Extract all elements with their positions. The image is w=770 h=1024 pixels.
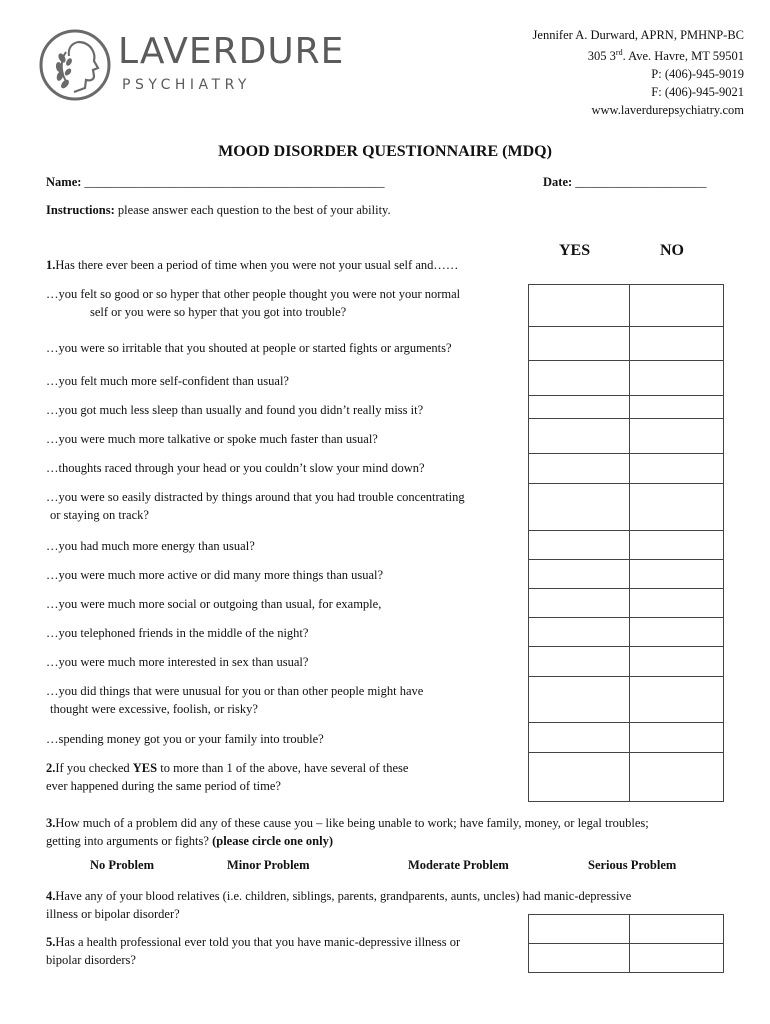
answer-row (528, 722, 724, 753)
answer-row (528, 453, 724, 484)
no-checkbox[interactable] (629, 560, 725, 588)
question-4-text: Have any of your blood relatives (i.e. children, siblings, parents, grandparents, aunts, uncles) had manic-depressive (55, 889, 632, 903)
form-title: MOOD DISORDER QUESTIONNAIRE (MDQ) (218, 143, 552, 160)
answer-row (528, 530, 724, 560)
q1-item (46, 339, 452, 357)
date-blank[interactable]: _____________________ (575, 175, 707, 189)
no-checkbox[interactable] (629, 285, 725, 326)
address-ordinal: rd (615, 48, 623, 57)
q1-item (46, 285, 460, 321)
yes-checkbox[interactable] (529, 944, 629, 972)
yes-checkbox[interactable] (529, 677, 629, 722)
q1-item (46, 430, 378, 448)
question-3-text: getting into arguments or fights? (46, 834, 213, 848)
option-no-problem[interactable]: No Problem (90, 858, 154, 872)
answer-row (528, 395, 724, 419)
yes-checkbox[interactable] (529, 589, 629, 617)
question-4-number: 4. (46, 889, 56, 903)
no-column-header: NO (660, 242, 684, 259)
yes-checkbox[interactable] (529, 484, 629, 530)
no-checkbox[interactable] (629, 753, 725, 801)
q1-item-text: …thoughts raced through your head or you couldn’t slow your mind down? (46, 461, 425, 475)
option-serious-problem[interactable]: Serious Problem (588, 858, 677, 872)
no-checkbox[interactable] (629, 484, 725, 530)
question-3 (46, 814, 649, 850)
no-checkbox[interactable] (629, 944, 725, 972)
answer-row (528, 617, 724, 647)
q1-item (46, 372, 289, 390)
instructions (46, 203, 391, 218)
q1-item (46, 537, 255, 555)
yes-checkbox[interactable] (529, 361, 629, 395)
q1-item-text: …you were so irritable that you shouted at people or started fights or arguments? (46, 341, 452, 355)
answer-row-q5 (528, 943, 724, 973)
provider-name: Jennifer A. Durward, APRN, PMHNP-BC (532, 28, 744, 42)
q1-item-text: …you were much more social or outgoing than usual, for example, (46, 597, 382, 611)
no-checkbox[interactable] (629, 531, 725, 559)
name-field[interactable] (46, 175, 385, 190)
q1-item-text: …you got much less sleep than usually and found you didn’t really miss it? (46, 403, 424, 417)
yes-checkbox[interactable] (529, 618, 629, 646)
yes-checkbox[interactable] (529, 915, 629, 943)
yes-checkbox[interactable] (529, 647, 629, 676)
answer-row (528, 418, 724, 454)
answer-row (528, 646, 724, 677)
date-field[interactable] (543, 175, 707, 190)
fax: F: (406)-945-9021 (651, 85, 744, 100)
question-2-text: If you checked (55, 761, 133, 775)
answer-row (528, 483, 724, 531)
question-2-text: to more than 1 of the above, have several of these (157, 761, 409, 775)
address (533, 44, 744, 65)
no-checkbox[interactable] (629, 454, 725, 483)
phone: P: (406)-945-9019 (651, 67, 744, 82)
head-profile-laurel-icon (38, 28, 112, 102)
answer-row (528, 752, 724, 802)
question-2-yes: YES (132, 761, 158, 775)
question-5 (46, 933, 460, 969)
answer-row (528, 284, 724, 327)
question-1-text: Has there ever been a period of time when you were not your usual self and…… (55, 258, 459, 272)
answer-row (528, 676, 724, 723)
yes-checkbox[interactable] (529, 531, 629, 559)
q1-item-text: …you were much more talkative or spoke much faster than usual? (46, 432, 378, 446)
q1-item (46, 624, 308, 642)
question-3-text: How much of a problem did any of these cause you – like being unable to work; have family, money, or legal troubles; (55, 816, 649, 830)
no-checkbox[interactable] (629, 589, 725, 617)
question-2 (46, 759, 408, 795)
question-2-number: 2. (46, 761, 56, 775)
answer-row (528, 326, 724, 361)
yes-checkbox[interactable] (529, 285, 629, 326)
yes-checkbox[interactable] (529, 753, 629, 801)
yes-checkbox[interactable] (529, 560, 629, 588)
yes-checkbox[interactable] (529, 419, 629, 453)
name-blank[interactable]: ________________________________________________ (84, 175, 385, 189)
q1-item (46, 730, 324, 748)
question-1-number: 1. (46, 258, 56, 272)
answer-row-q4 (528, 914, 724, 944)
q1-item-text: thought were excessive, foolish, or risky? (50, 702, 258, 716)
yes-checkbox[interactable] (529, 723, 629, 752)
no-checkbox[interactable] (629, 396, 725, 418)
no-checkbox[interactable] (629, 677, 725, 722)
no-checkbox[interactable] (629, 618, 725, 646)
q1-item-text: …you felt so good or so hyper that other people thought you were not your normal (46, 287, 461, 301)
address-street: . Ave. Havre, MT 59501 (622, 49, 744, 64)
q1-item-text: …you were so easily distracted by things around that you had trouble concentrating (46, 490, 465, 504)
q1-item (46, 595, 381, 613)
answer-row (528, 559, 724, 589)
question-3-number: 3. (46, 816, 56, 830)
clinic-subtitle: PSYCHIATRY (122, 77, 251, 93)
no-checkbox[interactable] (629, 647, 725, 676)
no-checkbox[interactable] (629, 361, 725, 395)
clinic-name: LAVERDURE (118, 31, 345, 72)
answer-row (528, 588, 724, 618)
q1-item-text: …you did things that were unusual for you or than other people might have (46, 684, 424, 698)
clinic-logo (36, 26, 366, 122)
q1-item (46, 566, 383, 584)
q1-item-text: self or you were so hyper that you got into trouble? (90, 305, 347, 319)
question-3-instruction: (please circle one only) (212, 834, 334, 848)
yes-checkbox[interactable] (529, 396, 629, 418)
no-checkbox[interactable] (629, 915, 725, 943)
q1-item (46, 653, 308, 671)
yes-checkbox[interactable] (529, 454, 629, 483)
question-5-text: Has a health professional ever told you that you have manic-depressive illness or (55, 935, 461, 949)
date-label: Date: (543, 175, 573, 189)
q1-item-text: or staying on track? (50, 508, 149, 522)
question-2-text: ever happened during the same period of time? (46, 779, 281, 793)
yes-column-header: YES (559, 242, 591, 259)
q1-item (46, 682, 423, 718)
instructions-label: Instructions: (46, 203, 115, 217)
question-4-text: illness or bipolar disorder? (46, 907, 180, 921)
question-1 (46, 256, 458, 274)
q1-item-text: …spending money got you or your family into trouble? (46, 732, 324, 746)
answer-row (528, 360, 724, 396)
address-number: 305 3 (587, 49, 616, 64)
q1-item-text: …you had much more energy than usual? (46, 539, 255, 553)
q1-item-text: …you were much more interested in sex than usual? (46, 655, 309, 669)
q1-item (46, 459, 425, 477)
no-checkbox[interactable] (629, 419, 725, 453)
q1-item (46, 401, 423, 419)
q1-item-text: …you were much more active or did many more things than usual? (46, 568, 384, 582)
q1-item-text: …you telephoned friends in the middle of the night? (46, 626, 309, 640)
yes-checkbox[interactable] (529, 327, 629, 360)
question-5-text: bipolar disorders? (46, 953, 136, 967)
website-link[interactable]: www.laverdurepsychiatry.com (591, 103, 744, 118)
name-label: Name: (46, 175, 82, 189)
instructions-text: please answer each question to the best of your ability. (114, 203, 391, 217)
option-moderate-problem[interactable]: Moderate Problem (408, 858, 509, 872)
no-checkbox[interactable] (629, 327, 725, 360)
q1-item-text: …you felt much more self-confident than usual? (46, 374, 289, 388)
no-checkbox[interactable] (629, 723, 725, 752)
q1-item (46, 488, 465, 524)
question-5-number: 5. (46, 935, 56, 949)
contact-info (533, 26, 744, 119)
option-minor-problem[interactable]: Minor Problem (227, 858, 310, 872)
